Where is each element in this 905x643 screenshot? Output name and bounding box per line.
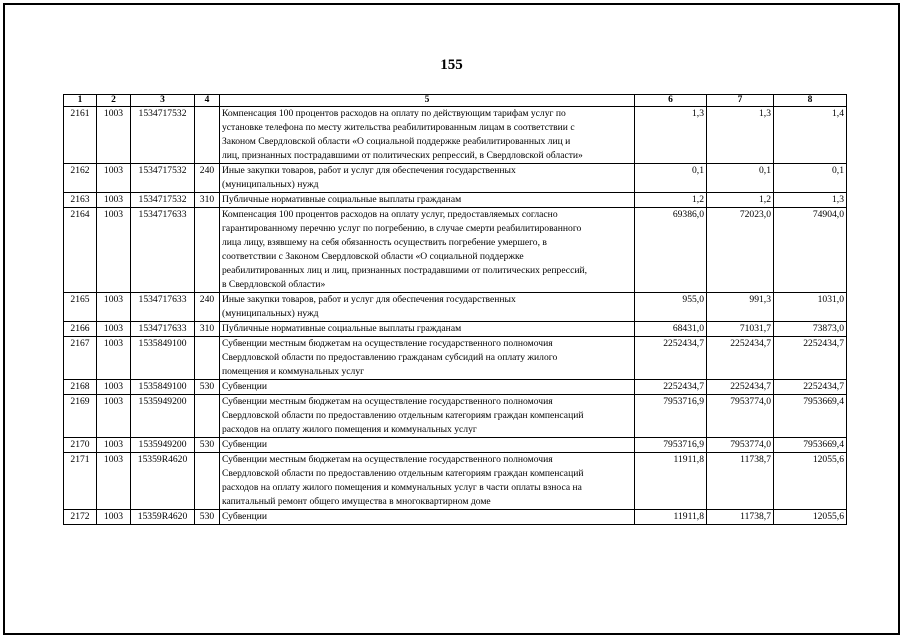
description-cell	[220, 438, 635, 453]
description-line: установке телефона по месту жительства реабилитированным лицам в соответствии с	[222, 122, 575, 133]
section-code-cell: 1003	[97, 193, 131, 208]
amount-col-7-cell: 11738,7	[707, 510, 774, 525]
section-code-cell: 1003	[97, 337, 131, 380]
description-cell	[220, 193, 635, 208]
target-article-cell: 15359R4620	[131, 453, 195, 510]
expense-type-cell: 310	[195, 193, 220, 208]
table-row	[64, 438, 847, 453]
section-code-cell: 1003	[97, 510, 131, 525]
amount-col-6-cell: 2252434,7	[635, 380, 707, 395]
section-code-cell: 1003	[97, 438, 131, 453]
amount-col-7-cell: 991,3	[707, 293, 774, 322]
table-row	[64, 453, 847, 510]
description-line: Публичные нормативные социальные выплаты гражданам	[222, 194, 462, 205]
header-row	[64, 95, 847, 107]
row-number-cell: 2162	[64, 164, 97, 193]
amount-col-6-cell: 955,0	[635, 293, 707, 322]
amount-col-7-cell: 1,3	[707, 107, 774, 164]
header-col-3: 3	[131, 95, 195, 107]
amount-col-7-cell: 2252434,7	[707, 337, 774, 380]
header-col-8: 8	[774, 95, 847, 107]
expense-type-cell: 240	[195, 293, 220, 322]
table-row	[64, 395, 847, 438]
description-line: (муниципальных) нужд	[222, 179, 319, 190]
description-cell	[220, 337, 635, 380]
description-cell	[220, 107, 635, 164]
description-line: Субвенции местным бюджетам на осуществление государственного полномочия	[222, 396, 553, 407]
header-col-1: 1	[64, 95, 97, 107]
amount-col-6-cell: 1,3	[635, 107, 707, 164]
expense-type-cell	[195, 337, 220, 380]
description-line: в Свердловской области»	[222, 279, 326, 290]
description-cell	[220, 322, 635, 337]
amount-col-6-cell: 0,1	[635, 164, 707, 193]
expense-type-cell: 530	[195, 438, 220, 453]
description-line: Субвенции	[222, 511, 267, 522]
amount-col-7-cell: 7953774,0	[707, 438, 774, 453]
amount-col-8-cell: 2252434,7	[774, 380, 847, 395]
description-line: расходов на оплату жилого помещения и коммунальных услуг в части оплаты взноса на	[222, 482, 582, 493]
amount-col-8-cell: 74904,0	[774, 208, 847, 293]
amount-col-7-cell: 72023,0	[707, 208, 774, 293]
amount-col-8-cell: 7953669,4	[774, 395, 847, 438]
row-number-cell: 2164	[64, 208, 97, 293]
expense-type-cell	[195, 208, 220, 293]
description-line: реабилитированных лиц и лиц, признанных пострадавшими от политических репрессий,	[222, 265, 587, 276]
description-line: Иные закупки товаров, работ и услуг для обеспечения государственных	[222, 165, 516, 176]
header-col-7: 7	[707, 95, 774, 107]
table-row	[64, 380, 847, 395]
amount-col-8-cell: 12055,6	[774, 453, 847, 510]
row-number-cell: 2170	[64, 438, 97, 453]
description-line: Компенсация 100 процентов расходов на оплату услуг, предоставляемых согласно	[222, 209, 558, 220]
amount-col-8-cell: 73873,0	[774, 322, 847, 337]
section-code-cell: 1003	[97, 164, 131, 193]
expense-type-cell: 530	[195, 510, 220, 525]
expense-type-cell: 310	[195, 322, 220, 337]
target-article-cell: 1535849100	[131, 337, 195, 380]
amount-col-8-cell: 1,3	[774, 193, 847, 208]
section-code-cell: 1003	[97, 208, 131, 293]
amount-col-6-cell: 7953716,9	[635, 395, 707, 438]
description-line: Субвенции	[222, 439, 267, 450]
header-col-4: 4	[195, 95, 220, 107]
description-line: лица лицу, взявшему на себя обязанность осуществить погребение умершего, в	[222, 237, 547, 248]
amount-col-6-cell: 7953716,9	[635, 438, 707, 453]
target-article-cell: 1534717633	[131, 293, 195, 322]
header-col-6: 6	[635, 95, 707, 107]
description-cell	[220, 510, 635, 525]
budget-table	[63, 94, 847, 525]
description-line: соответствии с Законом Свердловской области «О социальной поддержке	[222, 251, 524, 262]
target-article-cell: 1534717532	[131, 164, 195, 193]
description-line: Свердловской области по предоставлению отдельным категориям граждан компенсаций	[222, 410, 584, 421]
description-cell	[220, 208, 635, 293]
amount-col-8-cell: 12055,6	[774, 510, 847, 525]
amount-col-7-cell: 1,2	[707, 193, 774, 208]
target-article-cell: 1535949200	[131, 438, 195, 453]
table-row	[64, 337, 847, 380]
target-article-cell: 1535849100	[131, 380, 195, 395]
header-col-2: 2	[97, 95, 131, 107]
amount-col-8-cell: 1031,0	[774, 293, 847, 322]
amount-col-8-cell: 2252434,7	[774, 337, 847, 380]
section-code-cell: 1003	[97, 293, 131, 322]
description-cell	[220, 453, 635, 510]
target-article-cell: 1534717633	[131, 208, 195, 293]
page-number: 155	[440, 57, 463, 73]
table-row	[64, 193, 847, 208]
description-line: капитальный ремонт общего имущества в многоквартирном доме	[222, 496, 491, 507]
expense-type-cell	[195, 395, 220, 438]
table-row	[64, 164, 847, 193]
amount-col-6-cell: 2252434,7	[635, 337, 707, 380]
target-article-cell: 1535949200	[131, 395, 195, 438]
row-number-cell: 2168	[64, 380, 97, 395]
amount-col-7-cell: 7953774,0	[707, 395, 774, 438]
table-body	[64, 107, 847, 525]
amount-col-6-cell: 68431,0	[635, 322, 707, 337]
description-line: лиц, признанных пострадавшими от политических репрессий, в Свердловской области»	[222, 150, 583, 161]
row-number-cell: 2172	[64, 510, 97, 525]
table-row	[64, 107, 847, 164]
row-number-cell: 2171	[64, 453, 97, 510]
description-cell	[220, 293, 635, 322]
target-article-cell: 1534717532	[131, 193, 195, 208]
table-row	[64, 293, 847, 322]
section-code-cell: 1003	[97, 453, 131, 510]
amount-col-8-cell: 0,1	[774, 164, 847, 193]
expense-type-cell: 240	[195, 164, 220, 193]
description-cell	[220, 380, 635, 395]
description-line: помещения и коммунальных услуг	[222, 366, 365, 377]
row-number-cell: 2169	[64, 395, 97, 438]
expense-type-cell	[195, 453, 220, 510]
amount-col-8-cell: 1,4	[774, 107, 847, 164]
amount-col-8-cell: 7953669,4	[774, 438, 847, 453]
amount-col-6-cell: 69386,0	[635, 208, 707, 293]
amount-col-7-cell: 11738,7	[707, 453, 774, 510]
amount-col-7-cell: 71031,7	[707, 322, 774, 337]
description-line: Субвенции местным бюджетам на осуществление государственного полномочия	[222, 338, 553, 349]
row-number-cell: 2166	[64, 322, 97, 337]
section-code-cell: 1003	[97, 107, 131, 164]
table-row	[64, 322, 847, 337]
description-line: Свердловской области по предоставлению отдельным категориям граждан компенсаций	[222, 468, 584, 479]
description-line: Законом Свердловской области «О социальной поддержке реабилитированных лиц и	[222, 136, 571, 147]
table-row	[64, 510, 847, 525]
row-number-cell: 2167	[64, 337, 97, 380]
target-article-cell: 1534717633	[131, 322, 195, 337]
description-line: Публичные нормативные социальные выплаты гражданам	[222, 323, 462, 334]
description-line: гарантированному перечню услуг по погребению, в случае смерти реабилитированного	[222, 223, 582, 234]
target-article-cell: 1534717532	[131, 107, 195, 164]
description-line: Компенсация 100 процентов расходов на оплату по действующим тарифам услуг по	[222, 108, 566, 119]
header-col-5: 5	[220, 95, 635, 107]
description-line: Иные закупки товаров, работ и услуг для обеспечения государственных	[222, 294, 516, 305]
amount-col-6-cell: 1,2	[635, 193, 707, 208]
section-code-cell: 1003	[97, 380, 131, 395]
description-cell	[220, 164, 635, 193]
row-number-cell: 2161	[64, 107, 97, 164]
description-line: расходов на оплату жилого помещения и коммунальных услуг	[222, 424, 477, 435]
section-code-cell: 1003	[97, 322, 131, 337]
expense-type-cell: 530	[195, 380, 220, 395]
target-article-cell: 15359R4620	[131, 510, 195, 525]
amount-col-6-cell: 11911,8	[635, 510, 707, 525]
row-number-cell: 2165	[64, 293, 97, 322]
table-row	[64, 208, 847, 293]
description-line: Субвенции	[222, 381, 267, 392]
amount-col-7-cell: 0,1	[707, 164, 774, 193]
description-line: Свердловской области по предоставлению гражданам субсидий на оплату жилого	[222, 352, 558, 363]
description-cell	[220, 395, 635, 438]
expense-type-cell	[195, 107, 220, 164]
amount-col-7-cell: 2252434,7	[707, 380, 774, 395]
row-number-cell: 2163	[64, 193, 97, 208]
document-page	[3, 3, 900, 635]
section-code-cell: 1003	[97, 395, 131, 438]
description-line: (муниципальных) нужд	[222, 308, 319, 319]
description-line: Субвенции местным бюджетам на осуществление государственного полномочия	[222, 454, 553, 465]
amount-col-6-cell: 11911,8	[635, 453, 707, 510]
